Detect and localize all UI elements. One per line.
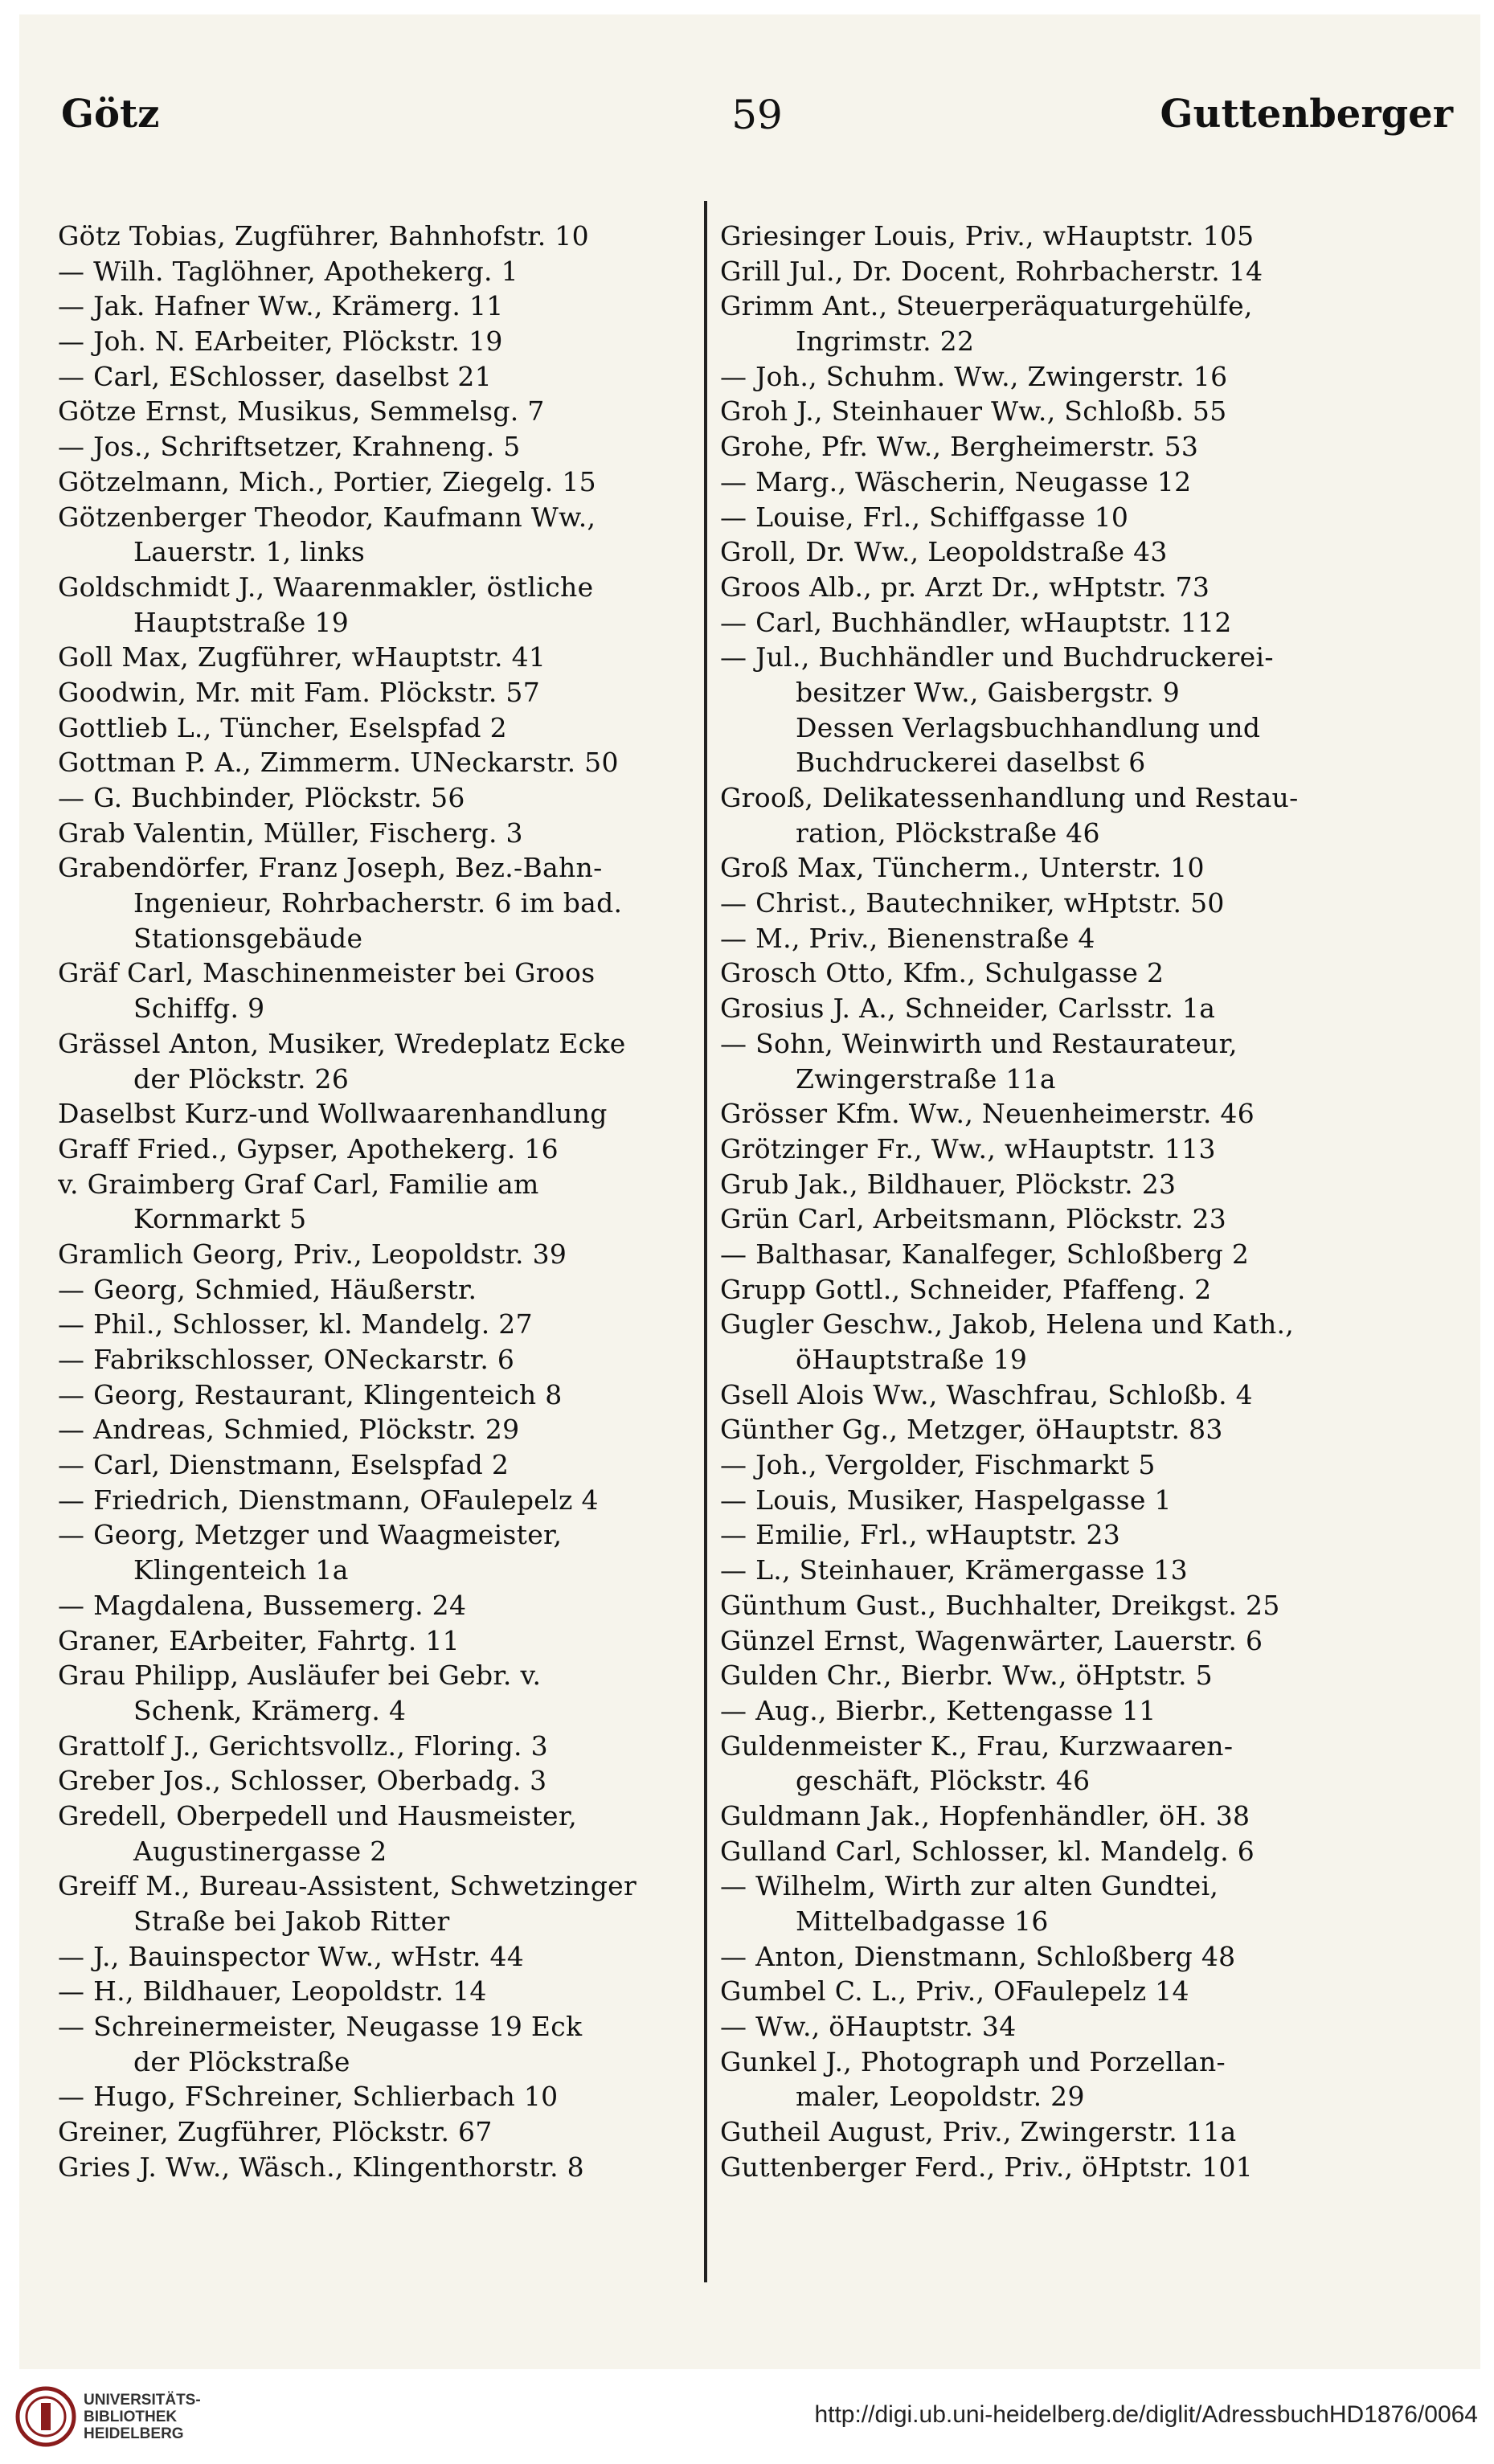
directory-entry-line: Gräf Carl, Maschinenmeister bei Groos [58,957,596,989]
directory-entry-line: — Anton, Dienstmann, Schloßberg 48 [720,1940,1236,1972]
directory-entry-line: Gumbel C. L., Priv., OFaulepelz 14 [720,1975,1189,2008]
directory-entry-line: Guttenberger Ferd., Priv., öHptstr. 101 [720,2151,1254,2183]
directory-entry-line: — Friedrich, Dienstmann, OFaulepelz 4 [58,1484,599,1516]
directory-entry-line: Grimm Ant., Steuerperäquaturgehülfe, [720,290,1253,322]
directory-entry-line: Groß Max, Tüncherm., Unterstr. 10 [720,852,1205,884]
directory-entry-line: — Georg, Restaurant, Klingenteich 8 [58,1378,563,1410]
page-header [61,92,1453,156]
directory-entry-line: — Joh., Vergolder, Fischmarkt 5 [720,1449,1156,1481]
entry-continuation-line: der Plöckstraße [133,2045,350,2077]
directory-entry-line: Götzenberger Theodor, Kaufmann Ww., [58,501,596,533]
entry-continuation-line: Lauerstr. 1, links [133,536,366,568]
column-divider [704,201,707,2282]
directory-entry-line: — Georg, Schmied, Häußerstr. [58,1273,477,1305]
entry-continuation-line: besitzer Ww., Gaisbergstr. 9 [796,676,1181,708]
library-seal-icon [14,2385,77,2448]
directory-entry-line: Gottman P. A., Zimmerm. UNeckarstr. 50 [58,747,619,779]
directory-entry-line: Goodwin, Mr. mit Fam. Plöckstr. 57 [58,676,540,708]
directory-entry-line: — Jak. Hafner Ww., Krämerg. 11 [58,290,504,322]
directory-entry-line: — M., Priv., Bienenstraße 4 [720,922,1095,954]
directory-entry-line: Grab Valentin, Müller, Fischerg. 3 [58,817,523,849]
directory-entry-line: Griesinger Louis, Priv., wHauptstr. 105 [720,220,1255,252]
directory-entry-line: — Ww., öHauptstr. 34 [720,2011,1017,2043]
directory-entry-line: Grün Carl, Arbeitsmann, Plöckstr. 23 [720,1203,1227,1235]
library-name-line: UNIVERSITÄTS- [84,2392,201,2409]
directory-entry-line: Götz Tobias, Zugführer, Bahnhofstr. 10 [58,220,589,252]
directory-entry-line: — Phil., Schlosser, kl. Mandelg. 27 [58,1308,533,1340]
entry-continuation-line: ration, Plöckstraße 46 [796,817,1100,849]
directory-entry-line: — Jos., Schriftsetzer, Krahneng. 5 [58,431,521,463]
directory-entry-line: — Wilhelm, Wirth zur alten Gundtei, [720,1870,1219,1902]
entry-continuation-line: Hauptstraße 19 [133,606,349,638]
directory-entry-line: Gottlieb L., Tüncher, Eselspfad 2 [58,711,507,743]
directory-entry-line: Goldschmidt J., Waarenmakler, östliche [58,571,594,603]
directory-entry-line: Günthum Gust., Buchhalter, Dreikgst. 25 [720,1589,1280,1621]
directory-entry-line: Greiff M., Bureau-Assistent, Schwetzinger [58,1870,637,1902]
entry-continuation-line: Ingenieur, Rohrbacherstr. 6 im bad. [133,887,623,919]
entry-continuation-line: Klingenteich 1a [133,1554,349,1586]
directory-entry-line: Gutheil August, Priv., Zwingerstr. 11a [720,2116,1237,2148]
header-right-keyword: Guttenberger [1160,92,1453,137]
directory-entry-line: — Louise, Frl., Schiffgasse 10 [720,501,1129,533]
directory-entry-line: — H., Bildhauer, Leopoldstr. 14 [58,1975,487,2008]
directory-entry-line: Günther Gg., Metzger, öHauptstr. 83 [720,1414,1223,1446]
directory-entry-line: — Wilh. Taglöhner, Apothekerg. 1 [58,255,518,287]
directory-entry-line: — Schreinermeister, Neugasse 19 Eck [58,2011,583,2043]
directory-entry-line: Guldenmeister K., Frau, Kurzwaaren- [720,1729,1234,1762]
directory-entry-line: Grösser Kfm. Ww., Neuenheimerstr. 46 [720,1098,1255,1130]
entry-continuation-line: Mittelbadgasse 16 [796,1905,1049,1937]
directory-entry-line: Gunkel J., Photograph und Porzellan- [720,2045,1226,2077]
directory-entry-line: Götze Ernst, Musikus, Semmelsg. 7 [58,395,545,428]
directory-entry-line: — Magdalena, Bussemerg. 24 [58,1589,467,1621]
directory-entry-line: — Carl, ESchlosser, daselbst 21 [58,360,493,392]
directory-entry-line: — Louis, Musiker, Haspelgasse 1 [720,1484,1172,1516]
footer-bar [0,2369,1494,2464]
entry-continuation-line: Kornmarkt 5 [133,1203,307,1235]
directory-entry-line: Gries J. Ww., Wäsch., Klingenthorstr. 8 [58,2151,584,2183]
left-column [58,219,688,2185]
library-name-line: BIBLIOTHEK [84,2409,178,2425]
entry-continuation-line: Straße bei Jakob Ritter [133,1905,450,1937]
directory-entry-line: Grosius J. A., Schneider, Carlsstr. 1a [720,993,1216,1025]
header-left-keyword: Götz [61,92,160,137]
directory-entry-line: — J., Bauinspector Ww., wHstr. 44 [58,1940,525,1972]
source-url[interactable]: http://digi.ub.uni-heidelberg.de/diglit/AdressbuchHD1876/0064 [814,2401,1478,2428]
entry-continuation-line: öHauptstraße 19 [796,1344,1028,1375]
directory-entry-line: Gulland Carl, Schlosser, kl. Mandelg. 6 [720,1835,1255,1867]
directory-entry-line: Daselbst Kurz-und Wollwaarenhandlung [58,1098,608,1130]
directory-entry-line: Grattolf J., Gerichtsvollz., Floring. 3 [58,1729,548,1762]
entry-continuation-line: maler, Leopoldstr. 29 [796,2081,1085,2113]
directory-entry-line: Grooß, Delikatessenhandlung und Restau- [720,782,1299,813]
directory-entry-line: — Sohn, Weinwirth und Restaurateur, [720,1027,1238,1059]
directory-entry-line: — Joh. N. EArbeiter, Plöckstr. 19 [58,325,503,358]
directory-entry-line: Graner, EArbeiter, Fahrtg. 11 [58,1624,460,1656]
directory-entry-line: Groh J., Steinhauer Ww., Schloßb. 55 [720,395,1227,428]
entry-continuation-line: der Plöckstr. 26 [133,1062,350,1095]
directory-entry-line: — Georg, Metzger und Waagmeister, [58,1519,563,1551]
directory-entry-line: Götzelmann, Mich., Portier, Ziegelg. 15 [58,465,596,497]
right-column [720,219,1350,2185]
entry-continuation-line: Schiffg. 9 [133,993,265,1025]
entry-continuation-line: Stationsgebäude [133,922,363,954]
directory-entry-line: Graff Fried., Gypser, Apothekerg. 16 [58,1132,559,1164]
directory-entry-line: — G. Buchbinder, Plöckstr. 56 [58,782,465,813]
entry-continuation-line: Schenk, Krämerg. 4 [133,1694,407,1726]
directory-entry-line: — Andreas, Schmied, Plöckstr. 29 [58,1414,520,1446]
scanned-page [19,14,1480,2369]
directory-entry-line: Grupp Gottl., Schneider, Pfaffeng. 2 [720,1273,1212,1305]
directory-entry-line: — Jul., Buchhändler und Buchdruckerei- [720,641,1274,673]
directory-entry-line: — Balthasar, Kanalfeger, Schloßberg 2 [720,1238,1250,1270]
library-name [84,2392,201,2442]
directory-entry-line: Grohe, Pfr. Ww., Bergheimerstr. 53 [720,431,1199,463]
entry-continuation-line: Augustinergasse 2 [133,1835,387,1867]
entry-continuation-line: Ingrimstr. 22 [796,325,975,358]
library-name-line: HEIDELBERG [84,2425,184,2442]
directory-entry-line: Günzel Ernst, Wagenwärter, Lauerstr. 6 [720,1624,1263,1656]
directory-entry-line: Greber Jos., Schlosser, Oberbadg. 3 [58,1765,547,1797]
directory-entry-line: — Joh., Schuhm. Ww., Zwingerstr. 16 [720,360,1228,392]
entry-continuation-line: Zwingerstraße 11a [796,1062,1056,1095]
directory-entry-line: Grill Jul., Dr. Docent, Rohrbacherstr. 14 [720,255,1263,287]
directory-entry-line: — Hugo, FSchreiner, Schlierbach 10 [58,2081,559,2113]
entry-continuation-line: Buchdruckerei daselbst 6 [796,747,1146,779]
directory-entry-line: — Marg., Wäscherin, Neugasse 12 [720,465,1192,497]
directory-entry-line: v. Graimberg Graf Carl, Familie am [58,1168,539,1200]
directory-entry-line: — Fabrikschlosser, ONeckarstr. 6 [58,1344,515,1375]
entry-continuation-line: Dessen Verlagsbuchhandlung und [796,711,1261,743]
directory-entry-line: — Emilie, Frl., wHauptstr. 23 [720,1519,1121,1551]
directory-entry-line: Greiner, Zugführer, Plöckstr. 67 [58,2116,493,2148]
directory-entry-line: Gugler Geschw., Jakob, Helena und Kath., [720,1308,1295,1340]
directory-entry-line: — Christ., Bautechniker, wHptstr. 50 [720,887,1225,919]
directory-entry-line: Grässel Anton, Musiker, Wredeplatz Ecke [58,1027,626,1059]
directory-entry-line: Guldmann Jak., Hopfenhändler, öH. 38 [720,1799,1250,1832]
directory-entry-line: Goll Max, Zugführer, wHauptstr. 41 [58,641,546,673]
directory-entry-line: Gulden Chr., Bierbr. Ww., öHptstr. 5 [720,1660,1213,1692]
directory-entry-line: Grub Jak., Bildhauer, Plöckstr. 23 [720,1168,1177,1200]
directory-entry-line: Groll, Dr. Ww., Leopoldstraße 43 [720,536,1168,568]
directory-entry-line: Gsell Alois Ww., Waschfrau, Schloßb. 4 [720,1378,1253,1410]
directory-entry-line: Grabendörfer, Franz Joseph, Bez.-Bahn- [58,852,603,884]
directory-entry-line: Grötzinger Fr., Ww., wHauptstr. 113 [720,1132,1216,1164]
directory-entry-line: Grosch Otto, Kfm., Schulgasse 2 [720,957,1165,989]
directory-entry-line: — Aug., Bierbr., Kettengasse 11 [720,1694,1156,1726]
directory-entry-line: — L., Steinhauer, Krämergasse 13 [720,1554,1188,1586]
directory-entry-line: — Carl, Buchhändler, wHauptstr. 112 [720,606,1232,638]
directory-entry-line: Groos Alb., pr. Arzt Dr., wHptstr. 73 [720,571,1210,603]
directory-entry-line: — Carl, Dienstmann, Eselspfad 2 [58,1449,510,1481]
directory-entry-line: Gramlich Georg, Priv., Leopoldstr. 39 [58,1238,567,1270]
entry-continuation-line: geschäft, Plöckstr. 46 [796,1765,1091,1797]
page-number: 59 [731,92,783,138]
directory-entry-line: Grau Philipp, Ausläufer bei Gebr. v. [58,1660,542,1692]
directory-entry-line: Gredell, Oberpedell und Hausmeister, [58,1799,578,1832]
